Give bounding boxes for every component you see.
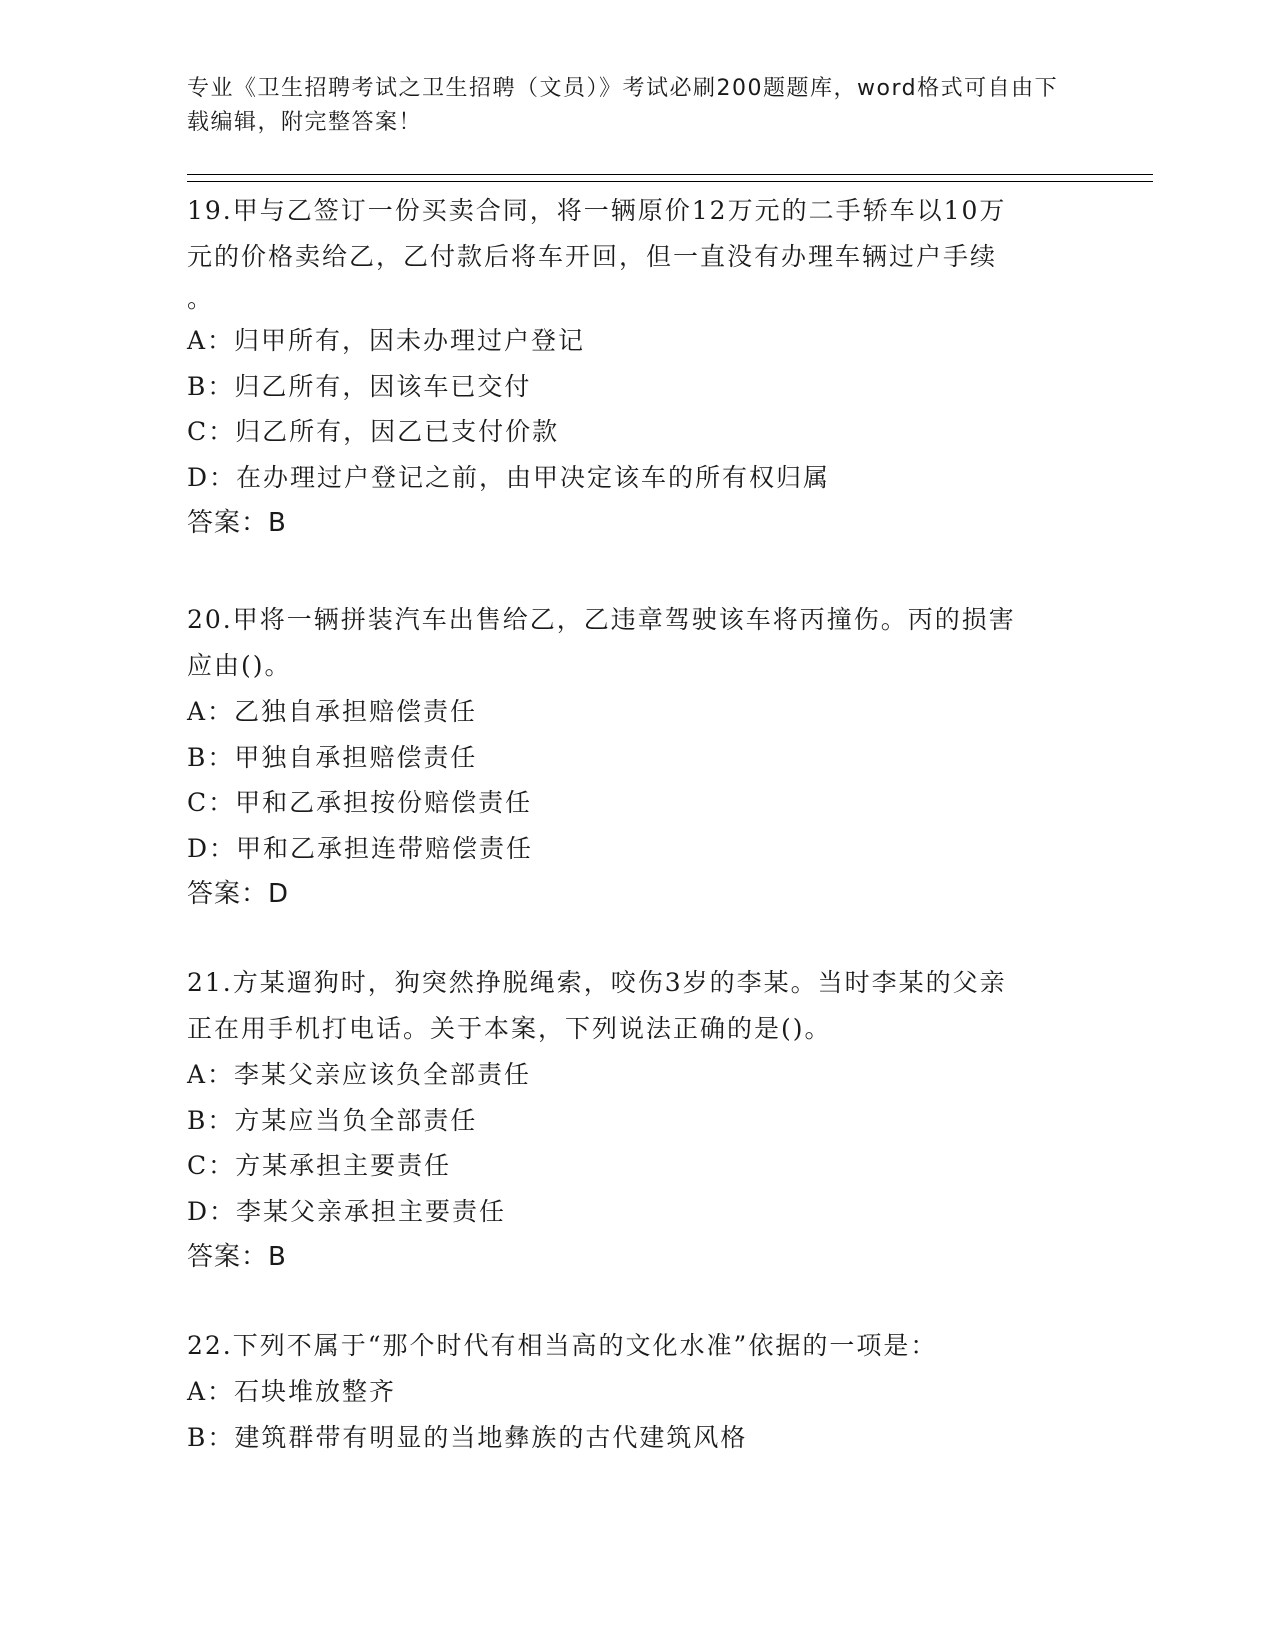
question-20	[187, 597, 1067, 917]
question-stem-line: 20.甲将一辆拼装汽车出售给乙，乙违章驾驶该车将丙撞伤。丙的损害	[187, 605, 1016, 634]
question-stem-line: 应由()。	[187, 651, 292, 680]
option-d: D：甲和乙承担连带赔偿责任	[187, 833, 534, 863]
option-b: B：甲独自承担赔偿责任	[187, 742, 478, 772]
option-c: C：甲和乙承担按份赔偿责任	[187, 788, 533, 817]
question-19	[187, 188, 1067, 546]
question-stem-line: 。	[187, 284, 215, 313]
header-divider-top	[187, 174, 1153, 175]
option-a: A：石块堆放整齐	[187, 1377, 397, 1406]
question-stem-line: 22.下列不属于“那个时代有相当高的文化水准”依据的一项是：	[187, 1331, 938, 1360]
option-a: A：李某父亲应该负全部责任	[187, 1060, 532, 1089]
option-c: C：方某承担主要责任	[187, 1151, 452, 1180]
question-stem-line: 21.方某遛狗时，狗突然挣脱绳索，咬伤3岁的李某。当时李某的父亲	[187, 968, 1007, 997]
header-divider-bottom	[187, 181, 1153, 182]
document-header: 专业《卫生招聘考试之卫生招聘（文员）》考试必刷200题题库，word格式可自由下载编辑，附完整答案！	[187, 76, 1059, 135]
question-stem-line: 元的价格卖给乙，乙付款后将车开回，但一直没有办理车辆过户手续	[187, 242, 998, 271]
option-b: B：建筑群带有明显的当地彝族的古代建筑风格	[187, 1422, 748, 1452]
answer-label: 答案：B	[187, 1242, 287, 1272]
option-b: B：方某应当负全部责任	[187, 1105, 478, 1135]
answer-label: 答案：B	[187, 508, 287, 538]
option-a: A：归甲所有，因未办理过户登记	[187, 326, 586, 355]
question-21	[187, 960, 1067, 1280]
question-stem-line: 正在用手机打电话。关于本案，下列说法正确的是()。	[187, 1014, 832, 1043]
option-a: A：乙独自承担赔偿责任	[187, 697, 478, 726]
question-22	[187, 1323, 1067, 1460]
option-d: D：李某父亲承担主要责任	[187, 1196, 507, 1226]
option-c: C：归乙所有，因乙已支付价款	[187, 417, 560, 446]
question-stem-line: 19.甲与乙签订一份买卖合同，将一辆原价12万元的二手轿车以10万	[187, 196, 1007, 225]
option-b: B：归乙所有，因该车已交付	[187, 371, 532, 401]
answer-label: 答案：D	[187, 879, 290, 909]
option-d: D：在办理过户登记之前，由甲决定该车的所有权归属	[187, 462, 831, 492]
